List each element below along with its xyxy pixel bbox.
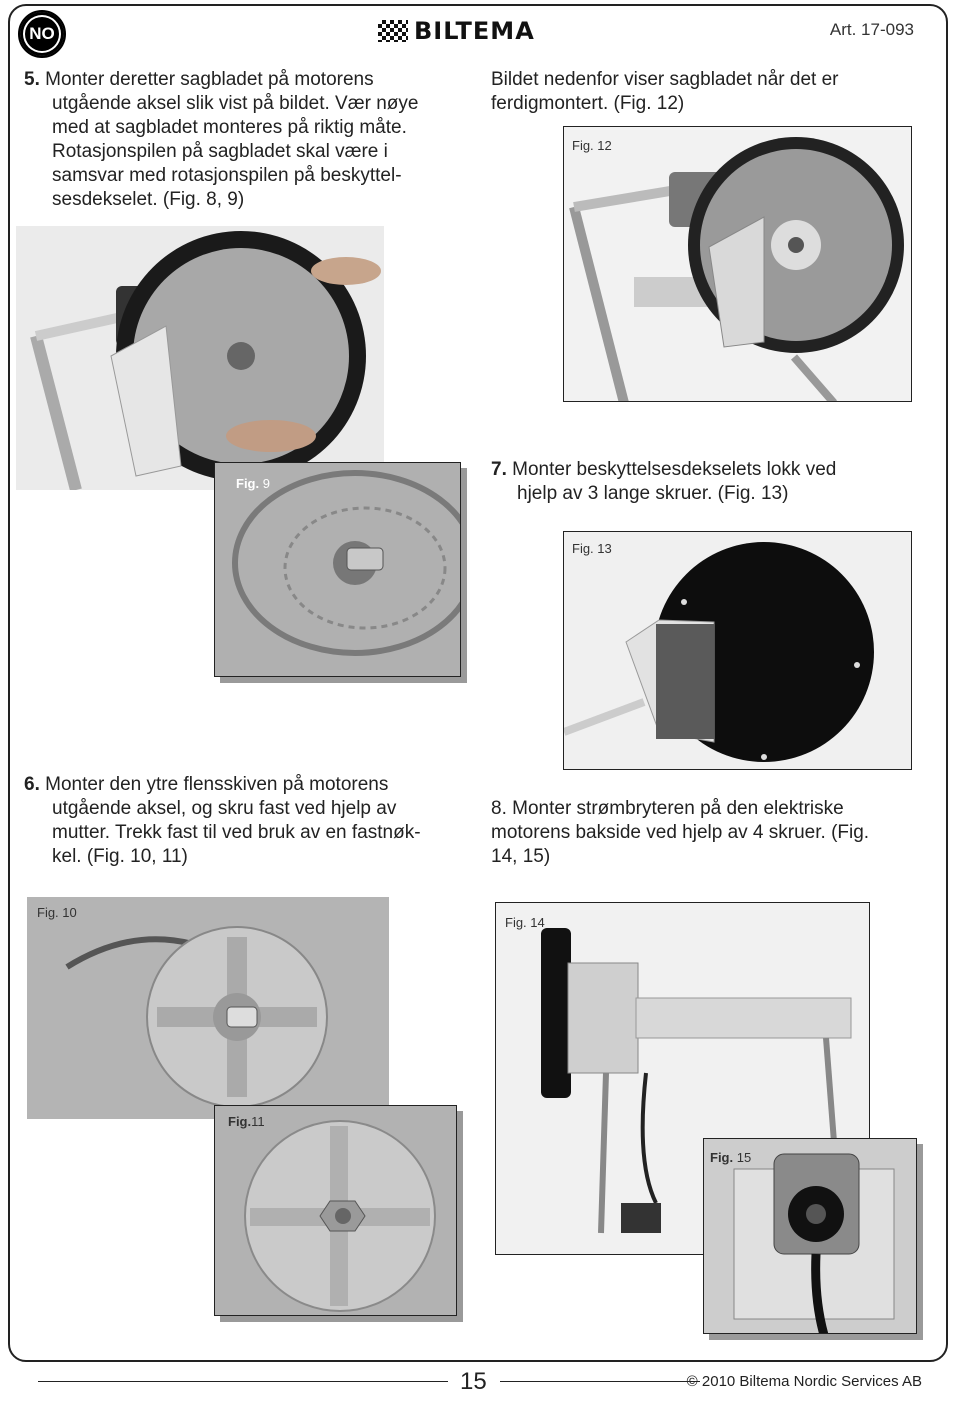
step-7-text: 7. Monter beskyttelsesdekselets lokk ved hjelp av 3 lange skruer. (Fig. 13) xyxy=(491,459,837,504)
step-5-number: 5. xyxy=(24,69,40,90)
fig-15-caption: Fig. 15 xyxy=(710,1150,752,1165)
fig-11-photo xyxy=(214,1105,457,1316)
footer-line-left xyxy=(38,1381,448,1382)
step-8-number: 8. xyxy=(491,798,507,819)
brand-name: BILTEMA xyxy=(414,17,535,45)
step-5-text: 5. Monter deretter sagbladet på motorens utgående aksel slik vist på bildet. Vær nøye med at sagbladet monteres på riktig måte. Rotasjonspilen på sagbladet skal være i samsvar med rotasjonspilen på beskyttel- sesdekselet. (Fig. 8, 9) xyxy=(24,69,419,210)
step-7-number: 7. xyxy=(491,459,507,480)
fig-15-photo xyxy=(703,1138,917,1334)
fig-13-caption: Fig. 13 xyxy=(572,541,612,556)
fig-12-caption: Fig. 12 xyxy=(572,138,612,153)
fig-9-caption: Fig. 9 xyxy=(236,476,270,491)
language-badge: NO xyxy=(18,10,66,58)
fig-13-photo xyxy=(563,531,912,770)
fig-10-photo xyxy=(27,897,389,1119)
fig-11-caption: Fig.11 xyxy=(228,1114,265,1129)
fig-12-intro-text: Bildet nedenfor viser sagbladet når det er ferdigmontert. (Fig. 12) xyxy=(491,69,839,114)
fig-9-photo xyxy=(214,462,461,677)
brand-logo xyxy=(378,18,574,44)
step-6-number: 6. xyxy=(24,774,40,795)
fig-10-caption: Fig. 10 xyxy=(37,905,77,920)
footer-line-right xyxy=(500,1381,700,1382)
step-6-text: 6. Monter den ytre flensskiven på motorens utgående aksel, og skru fast ved hjelp av mutter. Trekk fast til ved bruk av en fastnøk- kel. (Fig. 10, 11) xyxy=(24,774,421,867)
checker-icon xyxy=(378,20,408,42)
article-number: Art. 17-093 xyxy=(829,20,914,39)
fig-12-photo xyxy=(563,126,912,402)
fig-14-caption: Fig. 14 xyxy=(505,915,545,930)
page-number: 15 xyxy=(460,1368,487,1395)
step-8-text: 8. Monter strømbryteren på den elektriske motorens bakside ved hjelp av 4 skruer. (Fig. 14, 15) xyxy=(491,798,870,867)
fig-8-photo xyxy=(16,226,384,490)
copyright: © 2010 Biltema Nordic Services AB xyxy=(686,1373,922,1390)
